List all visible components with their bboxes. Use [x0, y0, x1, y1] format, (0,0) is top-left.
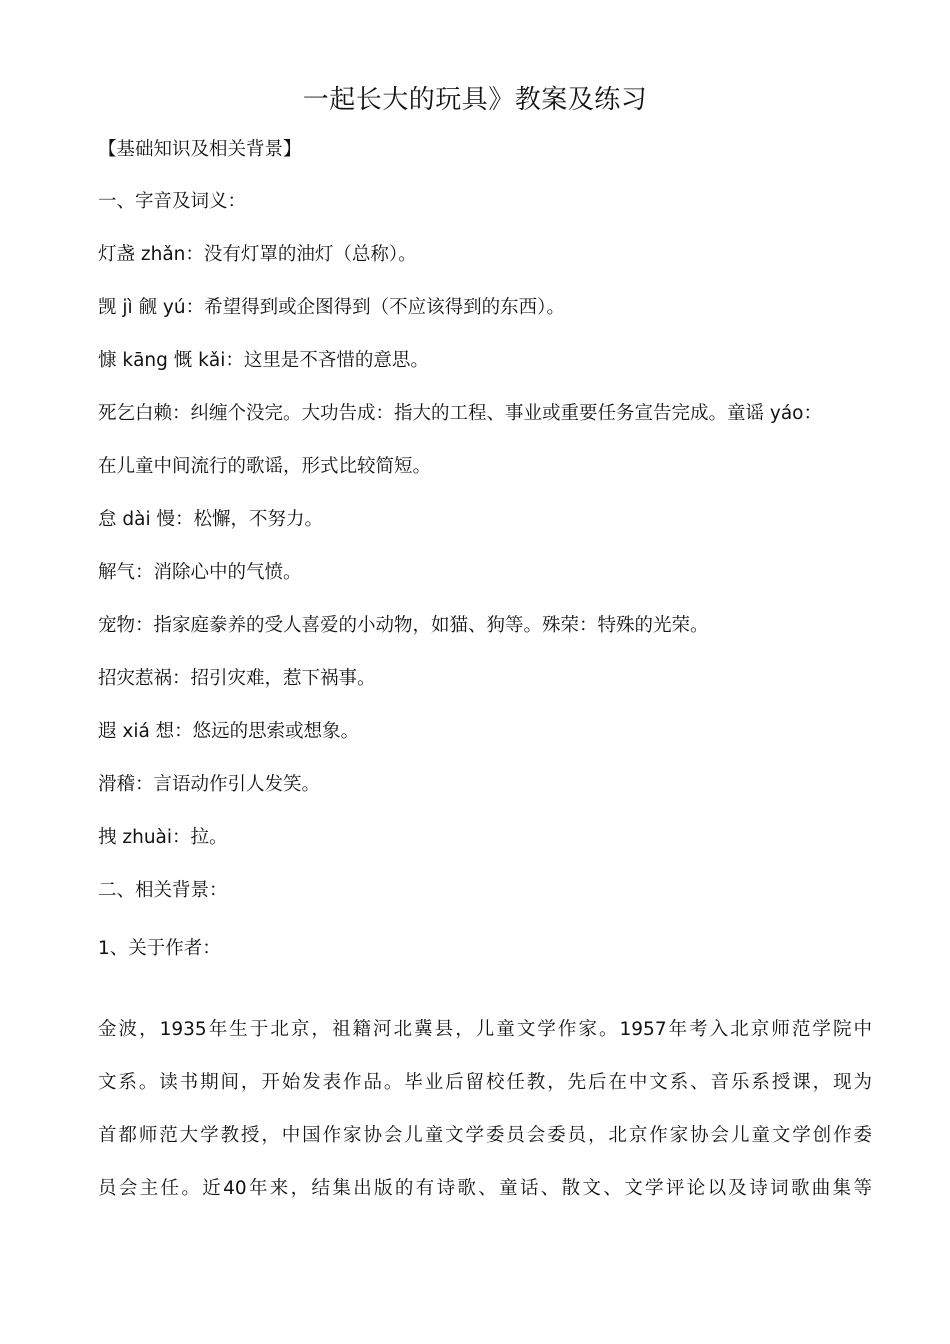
paragraph-line: 金波，1935年生于北京，祖籍河北冀县，儿童文学作家。1957年考入北京师范学院中: [98, 1019, 872, 1040]
author-subheading: 1、关于作者：: [98, 938, 221, 959]
entry-kangkai: 慷 kāng 慨 kǎi：这里是不吝惜的意思。: [98, 350, 429, 371]
entry-siqibailai: 死乞白赖：纠缠个没完。大功告成：指大的工程、事业或重要任务宣告完成。童谣 yáo：: [98, 403, 822, 424]
entry-chongwu: 宠物：指家庭豢养的受人喜爱的小动物，如猫、狗等。殊荣：特殊的光荣。: [98, 615, 709, 636]
part2-heading: 二、相关背景：: [98, 880, 228, 901]
entry-jiyu: 觊 jì 觎 yú：希望得到或企图得到（不应该得到的东西）。: [98, 297, 565, 318]
document-title: 一起长大的玩具》教案及练习: [302, 85, 648, 115]
entry-zhuai: 拽 zhuài：拉。: [98, 827, 228, 848]
paragraph-line: 首都师范大学教授，中国作家协会儿童文学委员会委员，北京作家协会儿童文学创作委: [98, 1125, 872, 1146]
section-heading: 【基础知识及相关背景】: [98, 139, 302, 160]
entry-dengzhan: 灯盏 zhǎn：没有灯罩的油灯（总称）。: [98, 244, 417, 265]
paragraph-line: 文系。读书期间，开始发表作品。毕业后留校任教，先后在中文系、音乐系授课，现为: [98, 1072, 872, 1093]
entry-tongyao-cont: 在儿童中间流行的歌谣，形式比较简短。: [98, 456, 432, 477]
author-paragraph: [98, 1003, 872, 1215]
paragraph-line: 员会主任。近40年来，结集出版的有诗歌、童话、散文、文学评论以及诗词歌曲集等: [98, 1178, 872, 1199]
entry-xiaxiang: 遐 xiá 想：悠远的思索或想象。: [98, 721, 360, 742]
part1-heading: 一、字音及词义：: [98, 191, 247, 212]
entry-daiman: 怠 dài 慢：松懈，不努力。: [98, 509, 323, 530]
entry-jieqi: 解气：消除心中的气愤。: [98, 562, 302, 583]
entry-zhaozai: 招灾惹祸：招引灾难，惹下祸事。: [98, 668, 376, 689]
entry-huaji: 滑稽：言语动作引人发笑。: [98, 774, 321, 795]
